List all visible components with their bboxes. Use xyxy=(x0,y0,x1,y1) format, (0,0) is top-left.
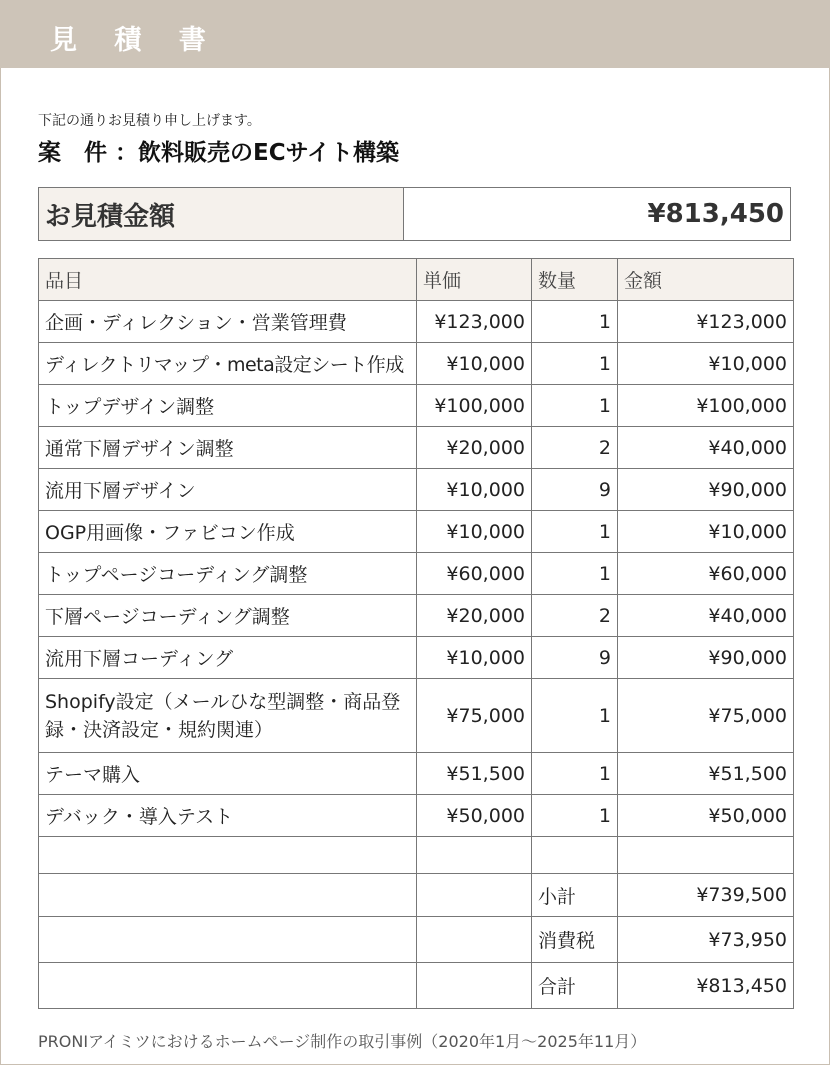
intro-text: 下記の通りお見積り申し上げます。 xyxy=(38,113,261,129)
unit-price-cell: ¥51,500 xyxy=(417,753,532,795)
grand-total-row xyxy=(39,963,794,1009)
blank-cell xyxy=(39,837,417,874)
amount-cell: ¥90,000 xyxy=(618,469,794,511)
quantity-cell: 1 xyxy=(532,343,618,385)
unit-price-cell: ¥50,000 xyxy=(417,795,532,837)
header-bar xyxy=(0,0,830,68)
item-name-cell: 下層ページコーディング調整 xyxy=(39,595,417,637)
table-row xyxy=(39,427,794,469)
quantity-cell: 1 xyxy=(532,795,618,837)
unit-price-cell: ¥75,000 xyxy=(417,679,532,753)
item-name-cell: 企画・ディレクション・営業管理費 xyxy=(39,301,417,343)
item-name-cell: 流用下層コーディング xyxy=(39,637,417,679)
unit-price-cell: ¥60,000 xyxy=(417,553,532,595)
amount-cell: ¥50,000 xyxy=(618,795,794,837)
subject-label: 案 件 xyxy=(38,140,107,166)
quantity-cell: 2 xyxy=(532,427,618,469)
quantity-cell: 1 xyxy=(532,301,618,343)
table-row xyxy=(39,595,794,637)
amount-cell: ¥10,000 xyxy=(618,511,794,553)
quantity-cell: 1 xyxy=(532,511,618,553)
column-header-unit-price: 単価 xyxy=(417,259,532,301)
quantity-cell: 9 xyxy=(532,637,618,679)
blank-cell xyxy=(618,837,794,874)
quantity-cell: 2 xyxy=(532,595,618,637)
column-header-quantity: 数量 xyxy=(532,259,618,301)
amount-cell: ¥40,000 xyxy=(618,427,794,469)
unit-price-cell: ¥10,000 xyxy=(417,637,532,679)
blank-cell xyxy=(39,874,417,917)
table-row xyxy=(39,301,794,343)
item-name-cell: トップページコーディング調整 xyxy=(39,553,417,595)
table-body xyxy=(39,301,794,837)
table-row xyxy=(39,679,794,753)
table-row xyxy=(39,637,794,679)
quantity-cell: 1 xyxy=(532,679,618,753)
item-name-cell: デバック・導入テスト xyxy=(39,795,417,837)
table-row xyxy=(39,553,794,595)
quantity-cell: 1 xyxy=(532,753,618,795)
amount-cell: ¥40,000 xyxy=(618,595,794,637)
tax-label: 消費税 xyxy=(532,917,618,963)
table-row xyxy=(39,385,794,427)
blank-cell xyxy=(417,837,532,874)
quantity-cell: 9 xyxy=(532,469,618,511)
quantity-cell: 1 xyxy=(532,385,618,427)
column-header-amount: 金額 xyxy=(618,259,794,301)
table-row xyxy=(39,469,794,511)
estimate-total-box xyxy=(38,187,791,241)
grand-total-label: 合計 xyxy=(532,963,618,1009)
blank-cell xyxy=(417,917,532,963)
grand-total-value: ¥813,450 xyxy=(618,963,794,1009)
blank-cell xyxy=(417,874,532,917)
amount-cell: ¥100,000 xyxy=(618,385,794,427)
unit-price-cell: ¥123,000 xyxy=(417,301,532,343)
table-row xyxy=(39,795,794,837)
amount-cell: ¥90,000 xyxy=(618,637,794,679)
table-row xyxy=(39,753,794,795)
item-name-cell: Shopify設定（メールひな型調整・商品登録・決済設定・規約関連） xyxy=(39,679,417,753)
estimate-table xyxy=(38,258,794,1009)
amount-cell: ¥123,000 xyxy=(618,301,794,343)
summary-section xyxy=(39,837,794,1009)
amount-cell: ¥75,000 xyxy=(618,679,794,753)
blank-cell xyxy=(39,917,417,963)
item-name-cell: OGP用画像・ファビコン作成 xyxy=(39,511,417,553)
item-name-cell: テーマ購入 xyxy=(39,753,417,795)
subject-line xyxy=(38,134,399,167)
subject-value: ：飲料販売のECサイト構築 xyxy=(115,140,399,166)
unit-price-cell: ¥20,000 xyxy=(417,595,532,637)
blank-cell xyxy=(39,963,417,1009)
unit-price-cell: ¥10,000 xyxy=(417,343,532,385)
table-header-row xyxy=(39,259,794,301)
tax-row xyxy=(39,917,794,963)
amount-cell: ¥51,500 xyxy=(618,753,794,795)
subtotal-label: 小計 xyxy=(532,874,618,917)
subtotal-row xyxy=(39,874,794,917)
estimate-total-value: ¥813,450 xyxy=(647,199,784,229)
unit-price-cell: ¥10,000 xyxy=(417,511,532,553)
table-row xyxy=(39,511,794,553)
tax-value: ¥73,950 xyxy=(618,917,794,963)
blank-cell xyxy=(532,837,618,874)
amount-cell: ¥10,000 xyxy=(618,343,794,385)
item-name-cell: 流用下層デザイン xyxy=(39,469,417,511)
table-row xyxy=(39,343,794,385)
document-title: 見 積 書 xyxy=(50,25,220,56)
unit-price-cell: ¥20,000 xyxy=(417,427,532,469)
blank-row xyxy=(39,837,794,874)
subtotal-value: ¥739,500 xyxy=(618,874,794,917)
column-header-item: 品目 xyxy=(39,259,417,301)
item-name-cell: 通常下層デザイン調整 xyxy=(39,427,417,469)
item-name-cell: トップデザイン調整 xyxy=(39,385,417,427)
quantity-cell: 1 xyxy=(532,553,618,595)
blank-cell xyxy=(417,963,532,1009)
unit-price-cell: ¥100,000 xyxy=(417,385,532,427)
unit-price-cell: ¥10,000 xyxy=(417,469,532,511)
estimate-total-label: お見積金額 xyxy=(39,188,404,240)
amount-cell: ¥60,000 xyxy=(618,553,794,595)
footer-note: PRONIアイミツにおけるホームページ制作の取引事例（2020年1月〜2025年11月） xyxy=(38,1032,647,1051)
item-name-cell: ディレクトリマップ・meta設定シート作成 xyxy=(39,343,417,385)
